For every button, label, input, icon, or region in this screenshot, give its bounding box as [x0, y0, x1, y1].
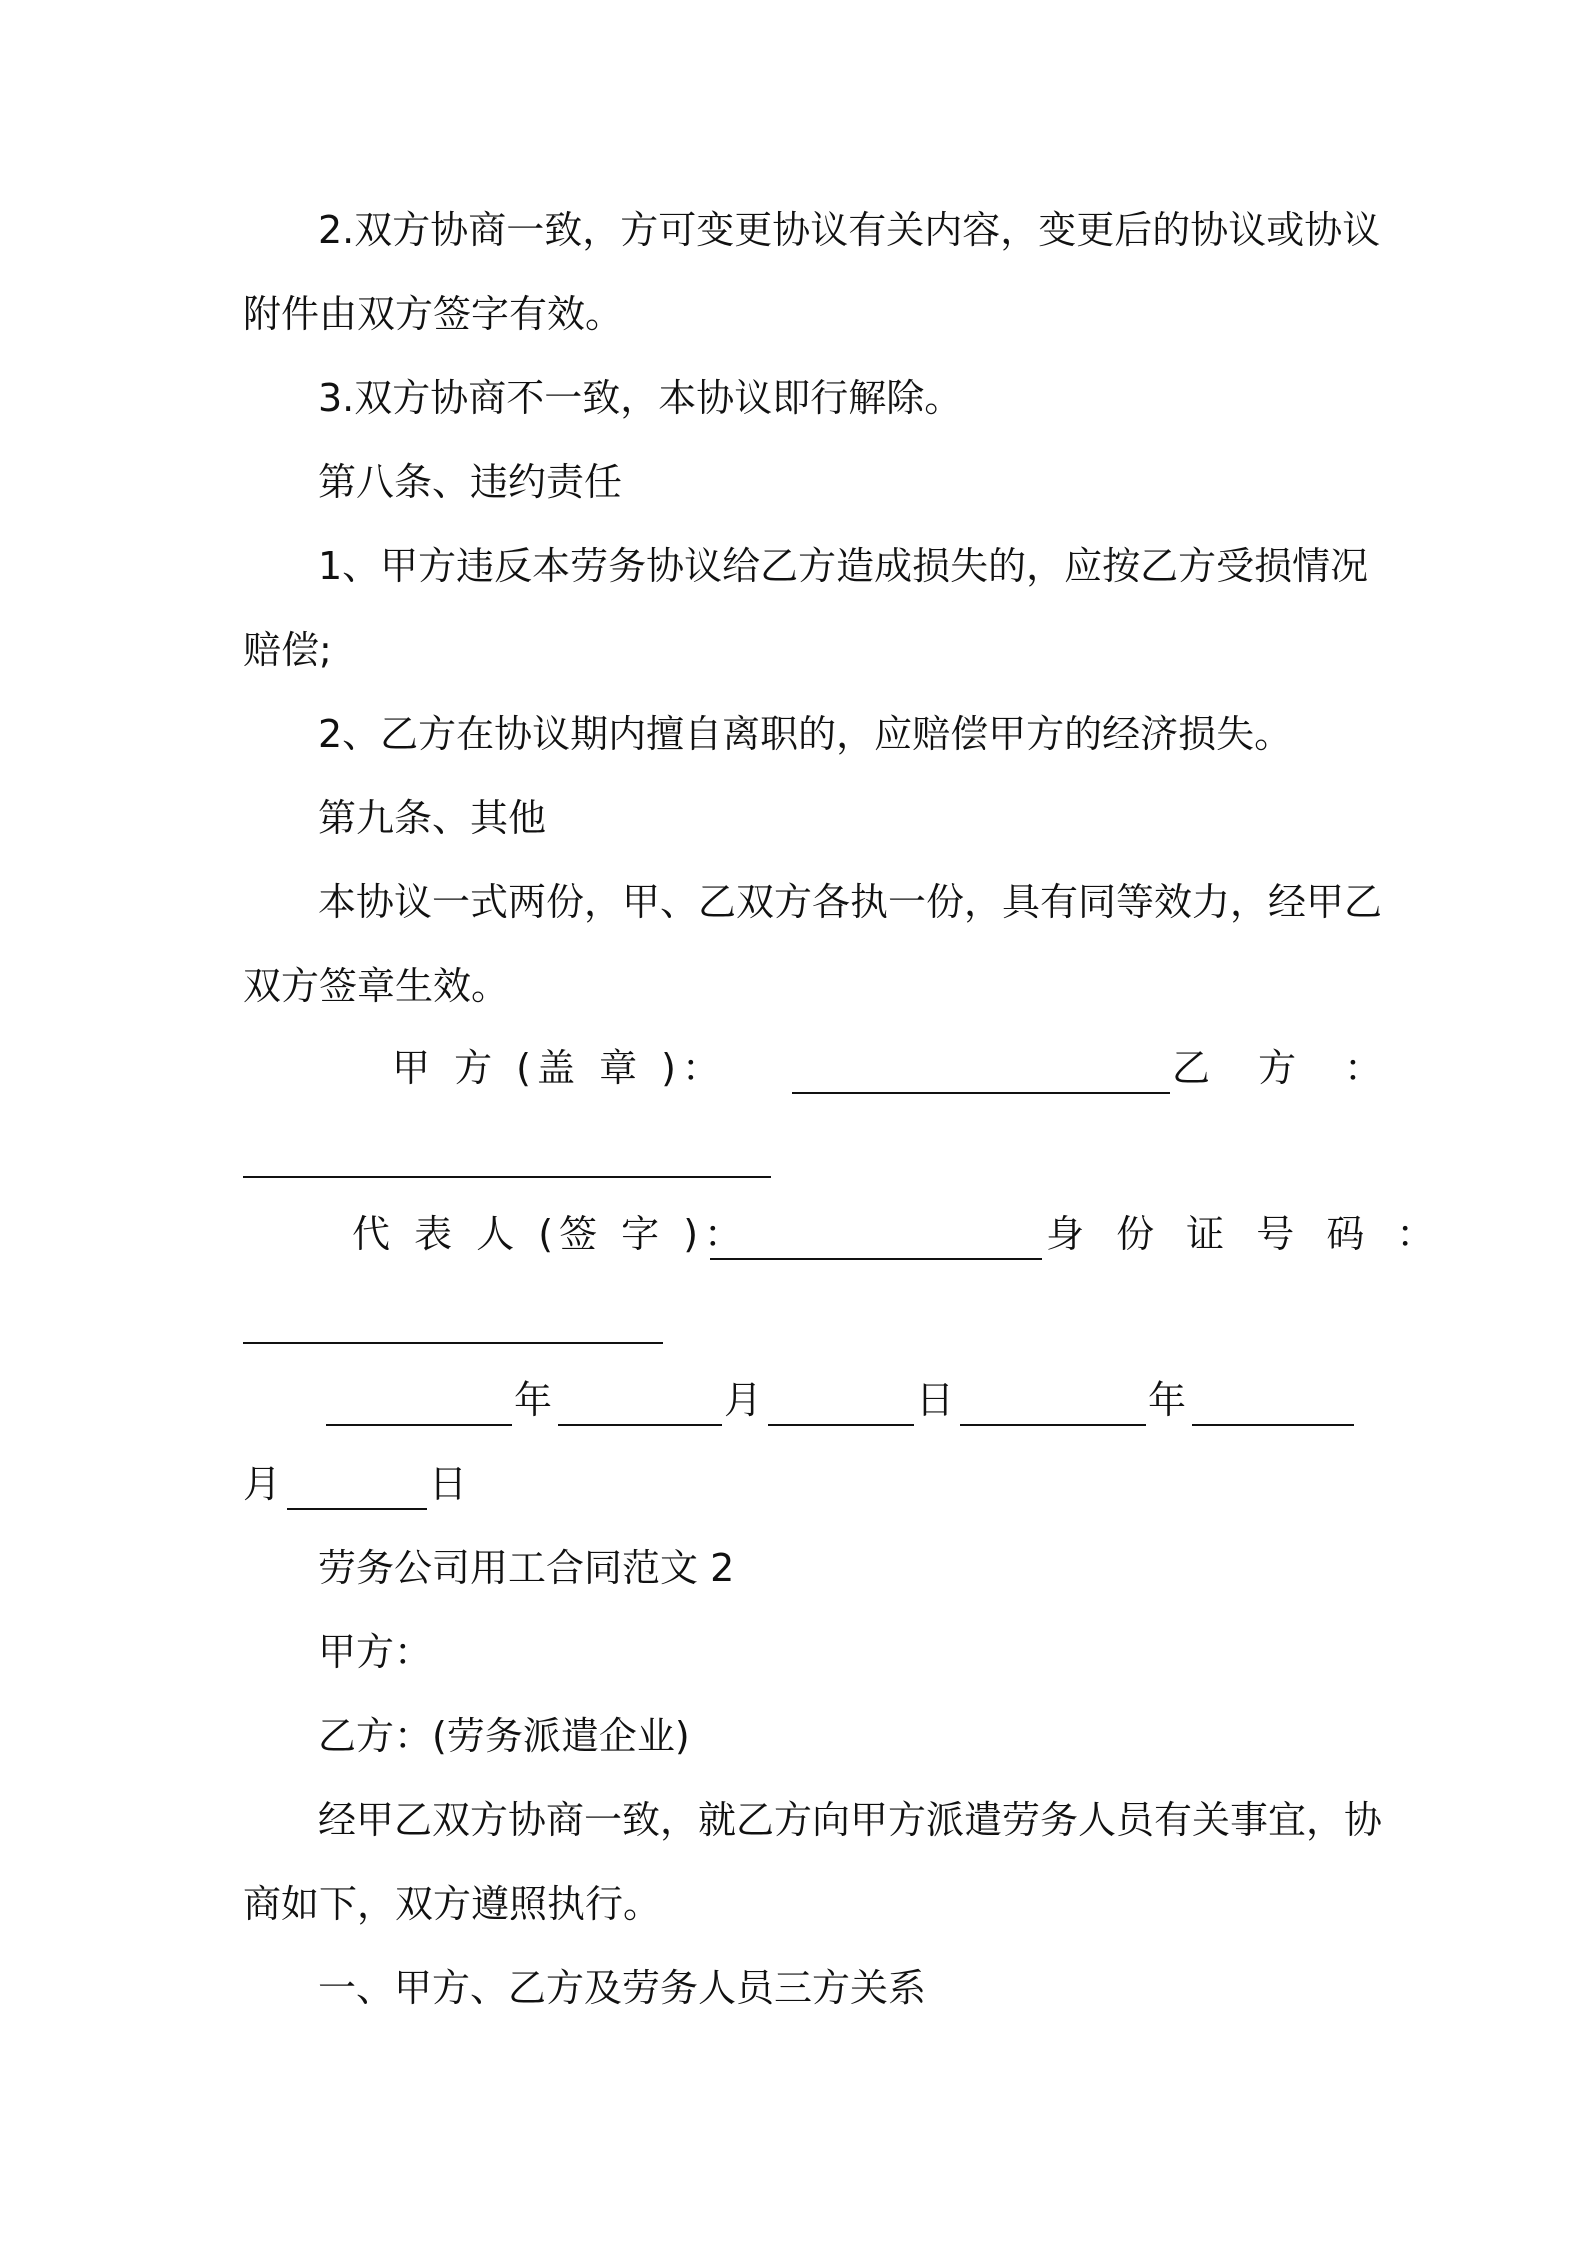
section-title: 劳务公司用工合同范文 2: [318, 1546, 735, 1590]
article-heading: 第八条、违约责任: [318, 460, 623, 504]
month-blank: [1192, 1424, 1354, 1426]
party-b-line: 乙方：(劳务派遣企业): [318, 1714, 690, 1758]
day-blank: [287, 1508, 427, 1510]
year-blank: [960, 1424, 1146, 1426]
day-blank: [768, 1424, 914, 1426]
month-label: 月: [724, 1378, 763, 1422]
section-heading: 一、甲方、乙方及劳务人员三方关系: [318, 1966, 927, 2010]
paragraph-line: 2.双方协商一致，方可变更协议有关内容，变更后的协议或协议: [318, 208, 1381, 252]
year-blank: [326, 1424, 512, 1426]
day-label: 日: [429, 1462, 468, 1506]
paragraph-line: 经甲乙双方协商一致，就乙方向甲方派遣劳务人员有关事宜，协: [318, 1798, 1383, 1842]
article-heading: 第九条、其他: [318, 796, 547, 840]
year-label: 年: [514, 1378, 553, 1422]
paragraph-line: 赔偿;: [243, 628, 332, 672]
paragraph-line: 商如下，双方遵照执行。: [243, 1882, 662, 1926]
representative-label: 代 表 人 (签 字 )：: [352, 1212, 749, 1256]
paragraph-line: 附件由双方签字有效。: [243, 292, 624, 336]
id-number-blank: [243, 1342, 663, 1344]
paragraph-line: 3.双方协商不一致，本协议即行解除。: [318, 376, 963, 420]
paragraph-line: 本协议一式两份，甲、乙双方各执一份，具有同等效力，经甲乙: [318, 880, 1383, 924]
month-label: 月: [243, 1462, 282, 1506]
party-a-line: 甲方：: [318, 1630, 433, 1674]
id-number-label: 身 份 证 号 码 ：: [1046, 1212, 1445, 1256]
day-label: 日: [916, 1378, 955, 1422]
party-b-blank: [243, 1176, 771, 1178]
month-blank: [558, 1424, 722, 1426]
representative-blank: [710, 1258, 1042, 1260]
year-label: 年: [1148, 1378, 1187, 1422]
party-a-seal-label: 甲 方 (盖 章 )：: [392, 1046, 726, 1090]
party-a-seal-blank: [792, 1092, 1170, 1094]
paragraph-line: 1、甲方违反本劳务协议给乙方造成损失的，应按乙方受损情况: [318, 544, 1369, 588]
paragraph-line: 2、乙方在协议期内擅自离职的，应赔偿甲方的经济损失。: [318, 712, 1293, 756]
party-b-label: 乙 方 ：: [1172, 1046, 1401, 1090]
paragraph-line: 双方签章生效。: [243, 964, 510, 1008]
